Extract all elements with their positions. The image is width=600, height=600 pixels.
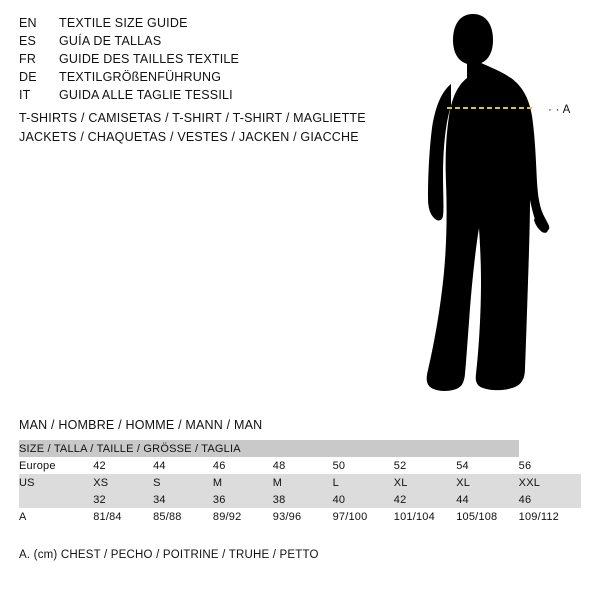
cell: 93/96	[273, 508, 333, 525]
category-tshirts: T-SHIRTS / CAMISETAS / T-SHIRT / T-SHIRT / MAGLIETTE	[19, 111, 366, 125]
cell: 46	[519, 491, 581, 508]
row-label-us-numeric	[19, 491, 93, 508]
language-code: IT	[19, 88, 31, 102]
row-label-europe: Europe	[19, 457, 93, 474]
table-row	[19, 457, 581, 474]
language-text: TEXTILE SIZE GUIDE	[59, 16, 188, 30]
cell: 109/112	[519, 508, 581, 525]
table-row	[19, 491, 581, 508]
cell: 42	[394, 491, 456, 508]
category-list	[19, 111, 366, 149]
cell: S	[153, 474, 213, 491]
language-row	[19, 70, 379, 88]
language-text: GUÍA DE TALLAS	[59, 34, 162, 48]
cell: 46	[213, 457, 273, 474]
cell: M	[273, 474, 333, 491]
body-silhouette-figure	[395, 12, 595, 402]
cell: XS	[93, 474, 153, 491]
size-header-label: SIZE / TALLA / TAILLE / GRÖSSE / TAGLIA	[19, 440, 519, 457]
table-row	[19, 440, 581, 457]
cell: 44	[153, 457, 213, 474]
language-row	[19, 34, 379, 52]
cell: 34	[153, 491, 213, 508]
cell: 36	[213, 491, 273, 508]
cell: 105/108	[456, 508, 518, 525]
cell: 44	[456, 491, 518, 508]
row-label-a: A	[19, 508, 93, 525]
table-title: MAN / HOMBRE / HOMME / MANN / MAN	[19, 418, 263, 432]
category-jackets: JACKETS / CHAQUETAS / VESTES / JACKEN / GIACCHE	[19, 130, 359, 144]
table-row	[19, 508, 581, 525]
cell: XL	[394, 474, 456, 491]
cell: 32	[93, 491, 153, 508]
measure-label-letter: A	[562, 104, 571, 116]
cell: 101/104	[394, 508, 456, 525]
language-row	[19, 52, 379, 70]
language-row	[19, 16, 379, 34]
table-row	[19, 474, 581, 491]
cell: M	[213, 474, 273, 491]
cell: 38	[273, 491, 333, 508]
table-footnote: A. (cm) CHEST / PECHO / POITRINE / TRUHE / PETTO	[19, 549, 319, 561]
language-code: FR	[19, 52, 37, 66]
cell: 89/92	[213, 508, 273, 525]
cell: 81/84	[93, 508, 153, 525]
cell: 50	[333, 457, 394, 474]
cell: 48	[273, 457, 333, 474]
language-code: ES	[19, 34, 37, 48]
cell: 42	[93, 457, 153, 474]
size-table	[19, 440, 581, 525]
silhouette-svg	[395, 12, 595, 402]
language-code: EN	[19, 16, 37, 30]
cell: 40	[333, 491, 394, 508]
language-text: GUIDA ALLE TAGLIE TESSILI	[59, 88, 233, 102]
language-text: GUIDE DES TAILLES TEXTILE	[59, 52, 240, 66]
cell: 97/100	[333, 508, 394, 525]
cell: L	[333, 474, 394, 491]
cell: 56	[519, 457, 581, 474]
measure-label-prefix: · ·	[548, 104, 560, 116]
cell: XXL	[519, 474, 581, 491]
cell: 54	[456, 457, 518, 474]
cell: XL	[456, 474, 518, 491]
language-text: TEXTILGRÖßENFÜHRUNG	[59, 70, 222, 84]
language-row	[19, 88, 379, 106]
measure-label-a	[548, 104, 571, 116]
cell: 52	[394, 457, 456, 474]
language-list	[19, 16, 379, 106]
row-label-us: US	[19, 474, 93, 491]
cell: 85/88	[153, 508, 213, 525]
language-code: DE	[19, 70, 37, 84]
